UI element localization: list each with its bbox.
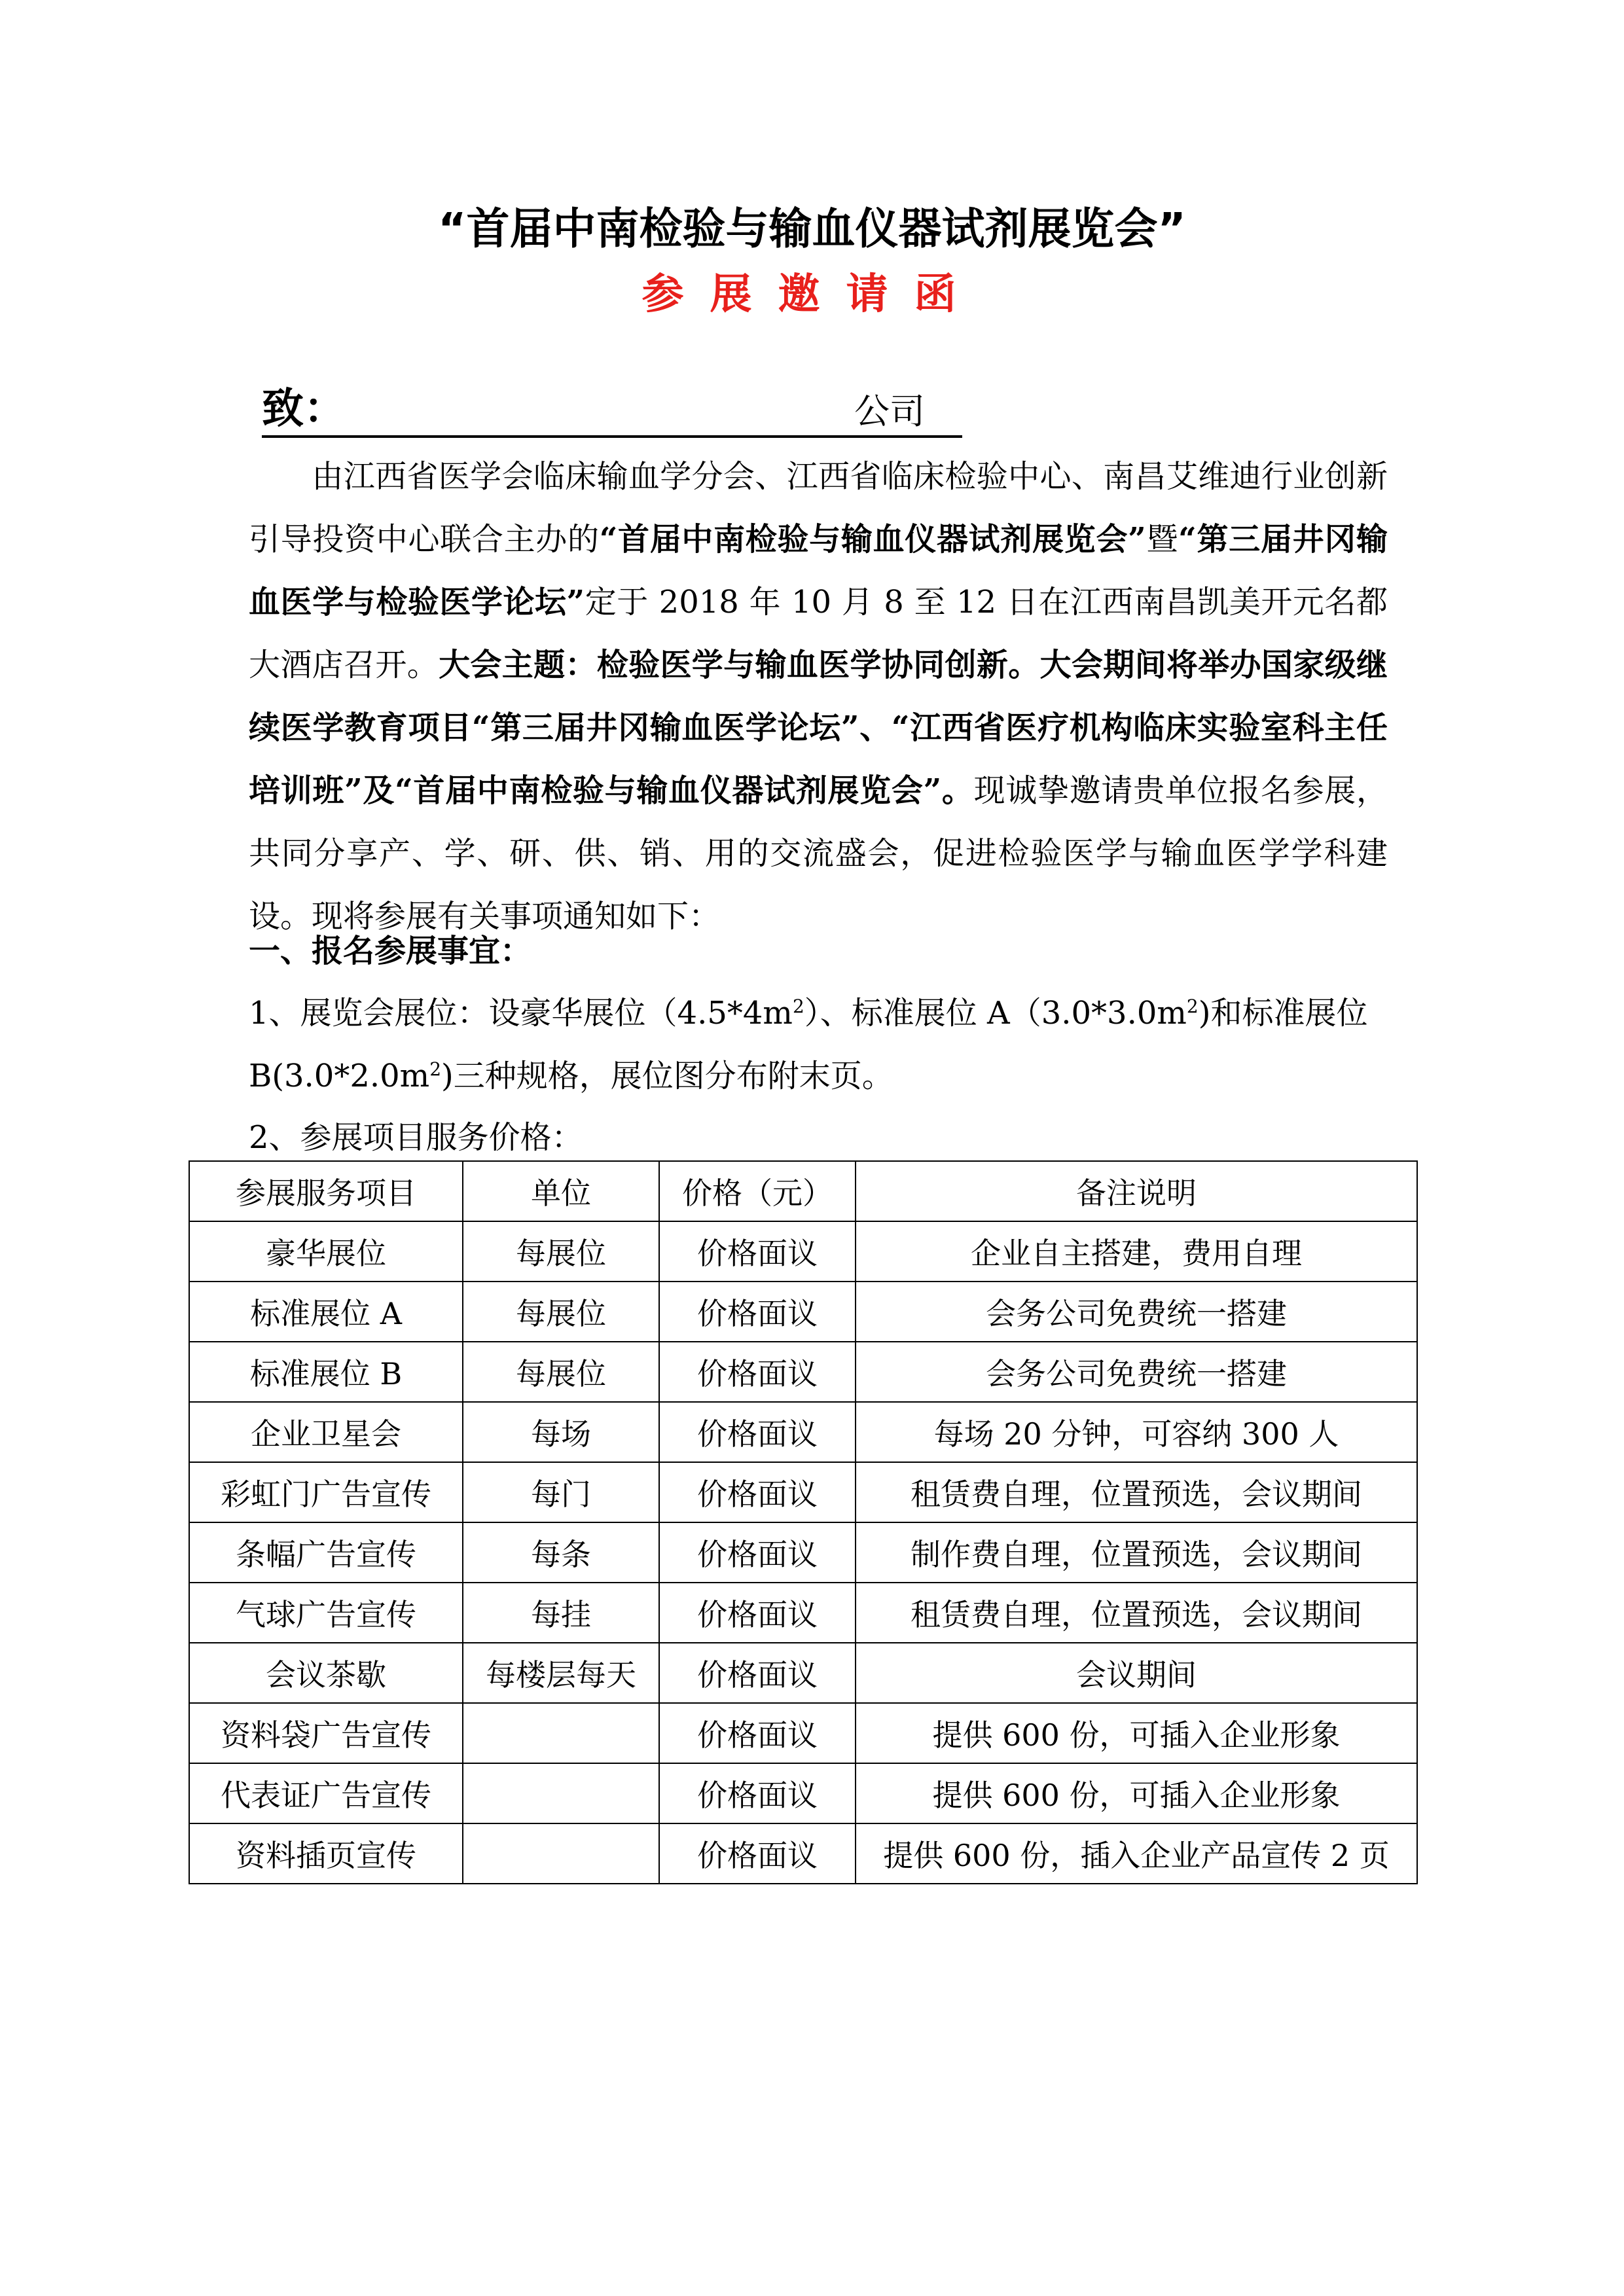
table-cell: 租赁费自理，位置预选，会议期间: [856, 1583, 1417, 1643]
table-cell: 价格面议: [659, 1221, 856, 1282]
table-cell: 资料插页宣传: [189, 1823, 463, 1884]
price-table: [189, 1160, 1418, 1884]
table-row: [189, 1462, 1417, 1522]
table-cell: 价格面议: [659, 1823, 856, 1884]
table-cell: 价格面议: [659, 1282, 856, 1342]
table-cell: [463, 1763, 659, 1823]
table-cell: 价格面议: [659, 1643, 856, 1703]
superscript: 2: [1186, 996, 1199, 1017]
table-row: [189, 1763, 1417, 1823]
table-cell: 价格面议: [659, 1583, 856, 1643]
intro-text-3: 定于 2018 年 10 月 8 至 12 日在江西南昌凯美开元名都大酒店召开。: [249, 584, 1388, 683]
table-cell: 价格面议: [659, 1462, 856, 1522]
booth-spec-text-2: ）、标准展位 A（3.0*3.0m: [804, 995, 1187, 1031]
intro-text-2: 暨: [1146, 521, 1179, 558]
table-cell: 彩虹门广告宣传: [189, 1462, 463, 1522]
column-header: 参展服务项目: [189, 1161, 463, 1221]
table-cell: 制作费自理，位置预选，会议期间: [856, 1522, 1417, 1583]
recipient-line: [262, 383, 962, 438]
table-cell: 提供 600 份，可插入企业形象: [856, 1763, 1417, 1823]
table-cell: 每楼层每天: [463, 1643, 659, 1703]
table-cell: 每条: [463, 1522, 659, 1583]
table-row: [189, 1221, 1417, 1282]
table-cell: [463, 1703, 659, 1763]
column-header: 备注说明: [856, 1161, 1417, 1221]
table-header-row: [189, 1161, 1417, 1221]
table-cell: 豪华展位: [189, 1221, 463, 1282]
superscript: 2: [792, 996, 804, 1017]
intro-forum-name: “第三届井冈输血医学与检验医学论坛”: [249, 521, 1388, 620]
table-cell: 企业卫星会: [189, 1402, 463, 1462]
intro-text-1: 由江西省医学会临床输血学分会、江西省临床检验中心、南昌艾维迪行业创新引导投资中心联合主办的: [249, 458, 1388, 558]
table-cell: 会务公司免费统一搭建: [856, 1282, 1417, 1342]
table-cell: 价格面议: [659, 1402, 856, 1462]
table-cell: 企业自主搭建，费用自理: [856, 1221, 1417, 1282]
superscript: 2: [429, 1058, 442, 1080]
table-row: [189, 1342, 1417, 1402]
table-cell: 每挂: [463, 1583, 659, 1643]
table-cell: 会务公司免费统一搭建: [856, 1342, 1417, 1402]
table-row: [189, 1583, 1417, 1643]
table-cell: 提供 600 份，可插入企业形象: [856, 1703, 1417, 1763]
price-list-heading: 2、参展项目服务价格：: [249, 1119, 583, 1156]
intro-text-4: 现诚挚邀请贵单位报名参展，共同分享产、学、研、供、销、用的交流盛会，促进检验医学与输血医学学科建设。现将参展有关事项通知如下：: [249, 772, 1388, 935]
booth-spec-paragraph: [249, 982, 1401, 1107]
table-cell: 资料袋广告宣传: [189, 1703, 463, 1763]
table-cell: 每展位: [463, 1221, 659, 1282]
table-row: [189, 1703, 1417, 1763]
table-cell: 租赁费自理，位置预选，会议期间: [856, 1462, 1417, 1522]
table-cell: 条幅广告宣传: [189, 1522, 463, 1583]
document-title: “首届中南检验与输血仪器试剂展览会”: [438, 204, 1186, 254]
table-row: [189, 1522, 1417, 1583]
table-cell: 会议期间: [856, 1643, 1417, 1703]
column-header: 价格（元）: [659, 1161, 856, 1221]
table-cell: 会议茶歇: [189, 1643, 463, 1703]
table-cell: 标准展位 A: [189, 1282, 463, 1342]
table-cell: 提供 600 份，插入企业产品宣传 2 页: [856, 1823, 1417, 1884]
table-cell: 价格面议: [659, 1522, 856, 1583]
table-row: [189, 1282, 1417, 1342]
table-row: [189, 1643, 1417, 1703]
booth-spec-text-5: )三种规格，展位图分布附末页。: [441, 1058, 893, 1094]
invitation-subtitle: 参展邀请函: [641, 270, 983, 319]
table-row: [189, 1823, 1417, 1884]
table-cell: 价格面议: [659, 1703, 856, 1763]
company-suffix: 公司: [854, 391, 925, 432]
table-cell: 每展位: [463, 1282, 659, 1342]
table-cell: 标准展位 B: [189, 1342, 463, 1402]
table-cell: 每场: [463, 1402, 659, 1462]
intro-theme: 大会主题：检验医学与输血医学协同创新。大会期间将举办国家级继续医学教育项目“第三届井冈输血医学论坛”、“江西省医疗机构临床实验室科主任培训班”及“首届中南检验与输血仪器试剂展览会”。: [249, 647, 1388, 809]
table-cell: [463, 1823, 659, 1884]
table-row: [189, 1402, 1417, 1462]
table-cell: 价格面议: [659, 1342, 856, 1402]
table-cell: 价格面议: [659, 1763, 856, 1823]
table-cell: 每场 20 分钟，可容纳 300 人: [856, 1402, 1417, 1462]
to-label: 致：: [262, 385, 346, 433]
column-header: 单位: [463, 1161, 659, 1221]
table-cell: 每门: [463, 1462, 659, 1522]
booth-spec-text-3: )和标准展位: [1198, 995, 1368, 1031]
booth-spec-text-1: 1、展览会展位：设豪华展位（4.5*4m: [249, 995, 793, 1031]
table-cell: 每展位: [463, 1342, 659, 1402]
table-cell: 代表证广告宣传: [189, 1763, 463, 1823]
booth-spec-text-4: B(3.0*2.0m: [249, 1058, 430, 1094]
table-cell: 气球广告宣传: [189, 1583, 463, 1643]
intro-exhibition-name: “首届中南检验与输血仪器试剂展览会”: [599, 521, 1146, 558]
section-heading-registration: 一、报名参展事宜：: [249, 933, 532, 969]
price-table-body: [189, 1221, 1417, 1884]
intro-paragraph: [249, 445, 1388, 948]
